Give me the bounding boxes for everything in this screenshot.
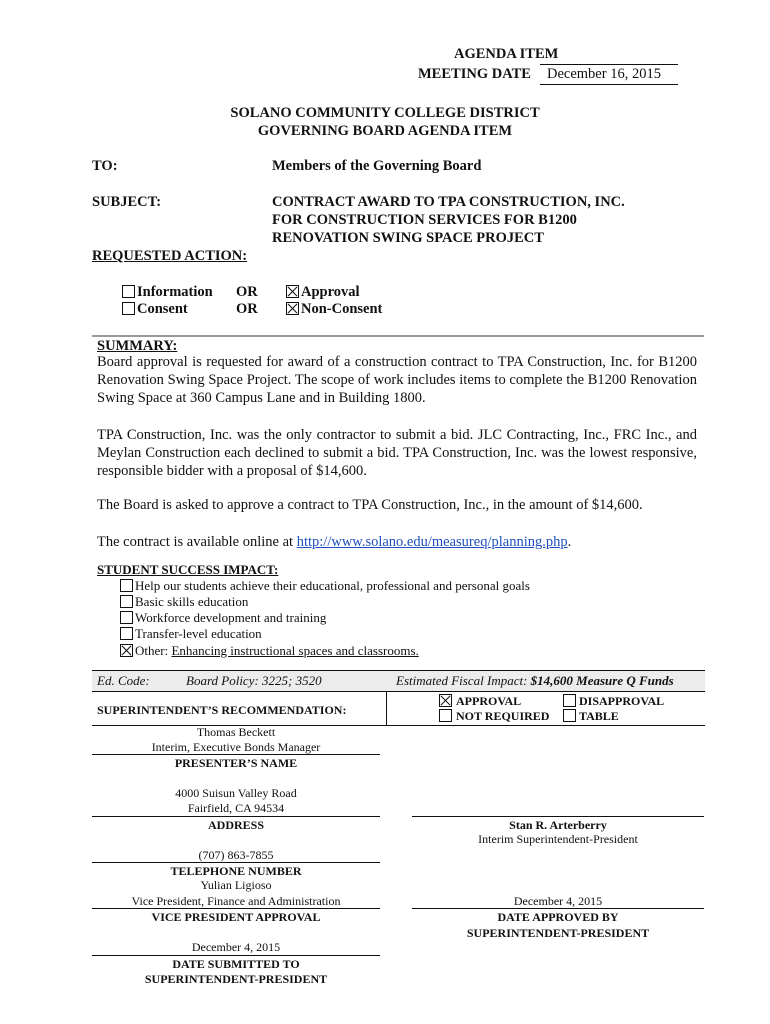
contract-prefix: The contract is available online at bbox=[97, 534, 297, 550]
phone-line bbox=[92, 862, 380, 863]
presenter-caption: PRESENTER’S NAME bbox=[174, 756, 298, 770]
approved-caption-2: SUPERINTENDENT-PRESIDENT bbox=[466, 926, 650, 940]
consent-checkbox[interactable] bbox=[122, 302, 135, 315]
success-other bbox=[135, 643, 419, 659]
superintendent-line bbox=[412, 816, 704, 817]
codes-column-divider bbox=[386, 692, 387, 726]
recommendation-label: SUPERINTENDENT’S RECOMMENDATION: bbox=[97, 703, 347, 717]
contract-suffix: . bbox=[567, 534, 572, 550]
information-label: Information bbox=[137, 284, 213, 300]
information-checkbox[interactable] bbox=[122, 285, 135, 298]
subject-line-3: RENOVATION SWING SPACE PROJECT bbox=[272, 230, 544, 246]
address-line bbox=[92, 816, 380, 817]
presenter-title: Interim, Executive Bonds Manager bbox=[151, 740, 321, 754]
address-line-1: 4000 Suisun Valley Road bbox=[175, 786, 297, 800]
approved-date: December 4, 2015 bbox=[513, 894, 603, 908]
contract-link[interactable]: http://www.solano.edu/measureq/planning.php bbox=[296, 534, 568, 550]
submitted-date: December 4, 2015 bbox=[191, 940, 281, 954]
requested-action-heading: REQUESTED ACTION: bbox=[92, 248, 248, 264]
vp-name: Yulian Ligioso bbox=[200, 878, 272, 892]
district-title: SOLANO COMMUNITY COLLEGE DISTRICT bbox=[230, 105, 540, 121]
address-line-2: Fairfield, CA 94534 bbox=[187, 801, 285, 815]
fiscal-impact-value: $14,600 Measure Q Funds bbox=[530, 673, 674, 688]
success-checkbox-4[interactable] bbox=[120, 627, 133, 640]
rec-not-required-checkbox[interactable] bbox=[439, 709, 452, 722]
success-checkbox-3[interactable] bbox=[120, 611, 133, 624]
presenter-line bbox=[92, 754, 380, 755]
rec-disapproval-checkbox[interactable] bbox=[563, 694, 576, 707]
presenter-name: Thomas Beckett bbox=[196, 725, 276, 739]
success-other-label: Other: bbox=[135, 643, 169, 658]
agenda-item-line bbox=[540, 64, 678, 65]
meeting-date-label: MEETING DATE bbox=[418, 66, 531, 82]
subject-line-1: CONTRACT AWARD TO TPA CONSTRUCTION, INC. bbox=[272, 194, 625, 210]
fiscal-impact bbox=[396, 673, 674, 689]
rec-approval-checkbox[interactable] bbox=[439, 694, 452, 707]
or-label-2: OR bbox=[236, 301, 258, 317]
address-caption: ADDRESS bbox=[207, 818, 264, 832]
submitted-caption-2: SUPERINTENDENT-PRESIDENT bbox=[144, 972, 328, 986]
vp-line bbox=[92, 908, 380, 909]
non-consent-checkbox[interactable] bbox=[286, 302, 299, 315]
fiscal-impact-label: Estimated Fiscal Impact: bbox=[396, 673, 528, 688]
summary-paragraph-3: The Board is asked to approve a contract to TPA Construction, Inc., in the amount of $14,600. bbox=[97, 497, 643, 513]
board-policy: Board Policy: 3225; 3520 bbox=[186, 673, 322, 688]
success-checkbox-2[interactable] bbox=[120, 595, 133, 608]
rec-not-required-label: NOT REQUIRED bbox=[456, 709, 550, 723]
or-label-1: OR bbox=[236, 284, 258, 300]
to-label: TO: bbox=[92, 158, 118, 174]
non-consent-label: Non-Consent bbox=[301, 301, 383, 317]
success-item-4: Transfer-level education bbox=[135, 626, 262, 641]
to-value: Members of the Governing Board bbox=[272, 158, 482, 174]
success-checkbox-1[interactable] bbox=[120, 579, 133, 592]
approval-checkbox[interactable] bbox=[286, 285, 299, 298]
summary-divider bbox=[92, 335, 704, 337]
subject-line-2: FOR CONSTRUCTION SERVICES FOR B1200 bbox=[272, 212, 577, 228]
success-other-value: Enhancing instructional spaces and classrooms. bbox=[171, 643, 419, 658]
ed-code-label: Ed. Code: bbox=[97, 673, 150, 688]
subject-label: SUBJECT: bbox=[92, 194, 162, 210]
meeting-date-line bbox=[540, 84, 678, 85]
rec-approval-label: APPROVAL bbox=[456, 694, 522, 708]
rec-table-checkbox[interactable] bbox=[563, 709, 576, 722]
submitted-line bbox=[92, 955, 380, 956]
success-item-2: Basic skills education bbox=[135, 594, 249, 609]
summary-paragraph-4 bbox=[97, 533, 697, 551]
rec-table-label: TABLE bbox=[579, 709, 619, 723]
phone-caption: TELEPHONE NUMBER bbox=[170, 864, 302, 878]
approved-caption-1: DATE APPROVED BY bbox=[497, 910, 619, 924]
vp-caption: VICE PRESIDENT APPROVAL bbox=[151, 910, 321, 924]
board-title: GOVERNING BOARD AGENDA ITEM bbox=[257, 123, 513, 139]
approval-label: Approval bbox=[301, 284, 360, 300]
agenda-item-label: AGENDA ITEM bbox=[454, 46, 559, 62]
phone-value: (707) 863-7855 bbox=[198, 848, 274, 862]
approved-line bbox=[412, 908, 704, 909]
success-item-1: Help our students achieve their educational, professional and personal goals bbox=[135, 578, 530, 593]
student-success-heading: STUDENT SUCCESS IMPACT: bbox=[97, 562, 279, 577]
consent-label: Consent bbox=[137, 301, 188, 317]
submitted-caption-1: DATE SUBMITTED TO bbox=[172, 957, 300, 971]
meeting-date-value: December 16, 2015 bbox=[547, 66, 661, 82]
success-checkbox-other[interactable] bbox=[120, 644, 133, 657]
vp-title: Vice President, Finance and Administration bbox=[131, 894, 341, 908]
rec-disapproval-label: DISAPPROVAL bbox=[579, 694, 665, 708]
superintendent-name: Stan R. Arterberry bbox=[509, 818, 607, 832]
summary-heading: SUMMARY: bbox=[97, 338, 178, 354]
success-item-3: Workforce development and training bbox=[135, 610, 327, 625]
summary-paragraph-2: TPA Construction, Inc. was the only contractor to submit a bid. JLC Contracting, Inc., FRC Inc., and Meylan Construction each declined to submit a bid. TPA Construction, Inc. was the lowest responsive, responsible bidder with a proposal of $14,600. bbox=[97, 427, 697, 479]
superintendent-title: Interim Superintendent-President bbox=[478, 832, 638, 846]
summary-paragraph-1: Board approval is requested for award of a construction contract to TPA Construction, Inc. for B1200 Renovation Swing Space Project. The scope of work includes items to complete the B1200 Renovation Swing Space at 360 Campus Lane and in Building 1800. bbox=[97, 354, 697, 406]
